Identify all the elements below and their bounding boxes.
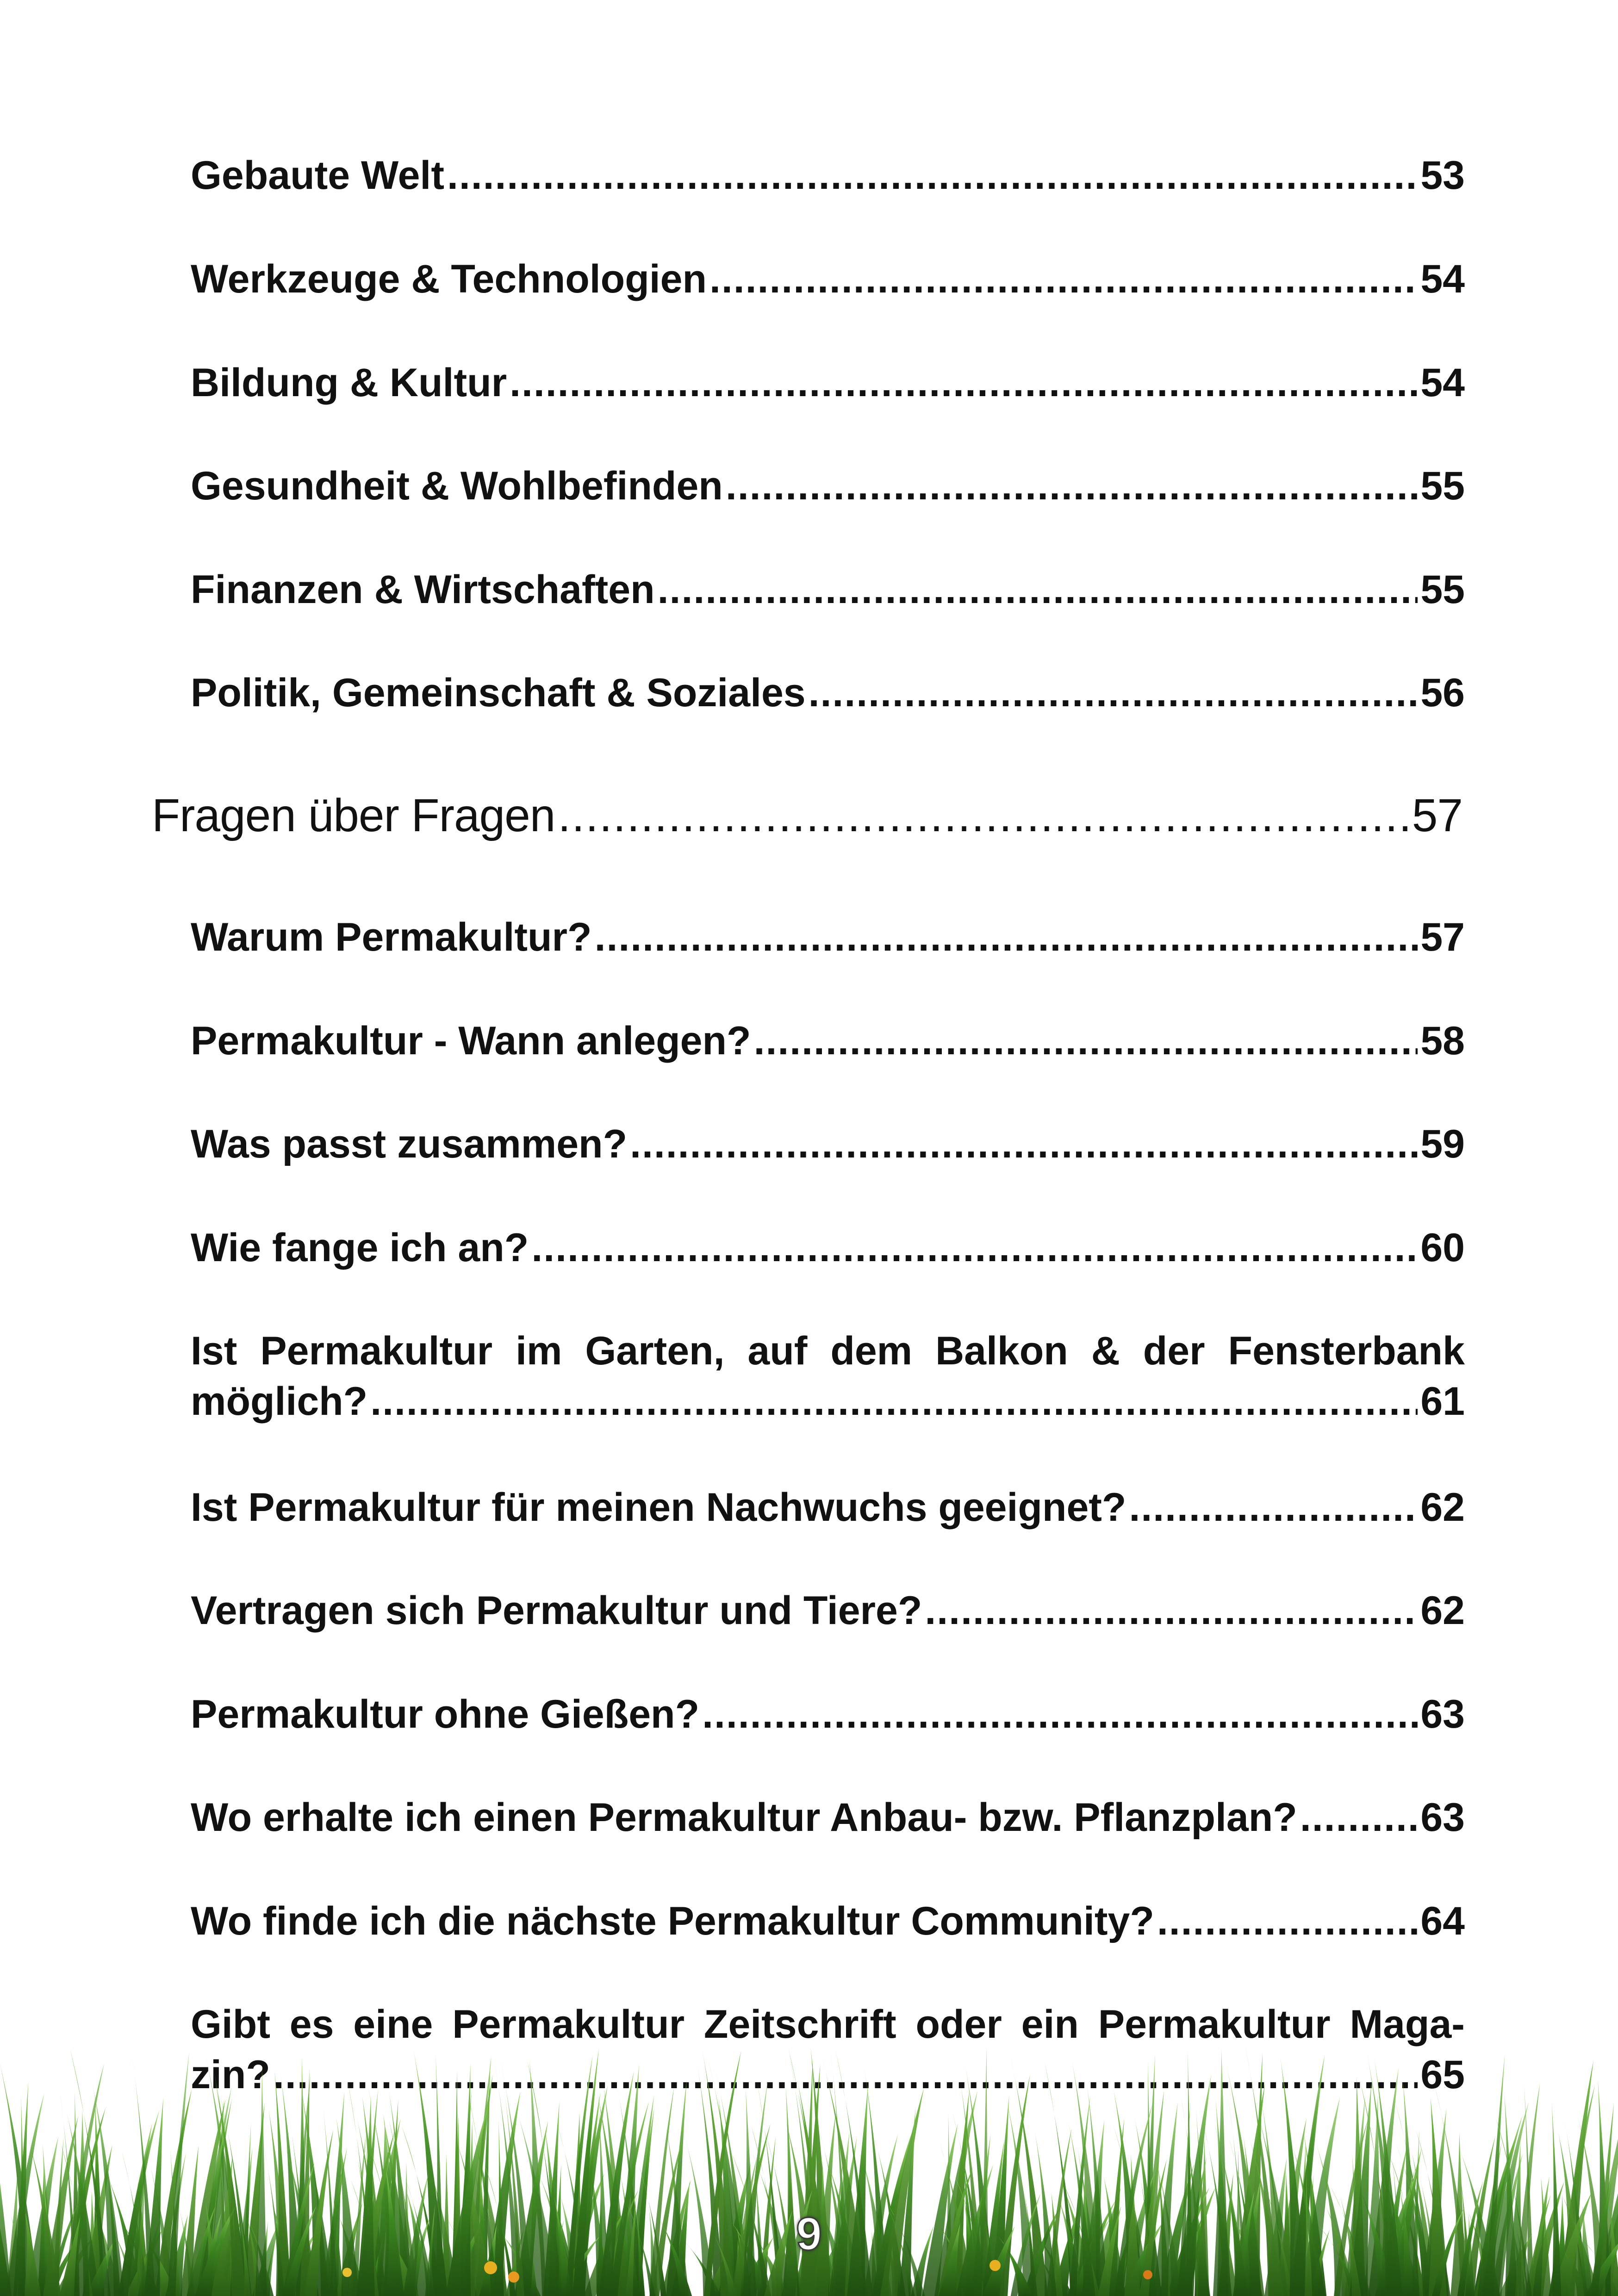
toc-leader-dots xyxy=(558,789,1409,842)
toc-entry-title: Finanzen & Wirtschaften xyxy=(191,567,655,612)
toc-leader-dots xyxy=(726,463,1418,509)
toc-entry[interactable] xyxy=(191,1121,1465,1167)
toc-entry-title: Gebaute Welt xyxy=(191,153,444,198)
toc-chapter-title: Fragen über Fragen xyxy=(152,790,555,841)
toc-entry-title: Politik, Gemeinschaft & Soziales xyxy=(191,671,806,715)
toc-entry-title: Vertragen sich Permakultur und Tiere? xyxy=(191,1588,922,1633)
toc-leader-dots xyxy=(702,1692,1418,1737)
toc-entry-page: 65 xyxy=(1420,2053,1465,2097)
toc-entry-page: 59 xyxy=(1420,1122,1465,1166)
toc-leader-dots xyxy=(595,915,1418,960)
title-word: Fensterbank xyxy=(1228,1329,1465,1373)
toc-entry-page: 58 xyxy=(1420,1019,1465,1063)
toc-entry-page: 57 xyxy=(1420,915,1465,959)
toc-leader-dots xyxy=(809,670,1418,716)
toc-entry-page: 53 xyxy=(1420,153,1465,198)
toc-entry[interactable] xyxy=(191,1898,1465,1944)
title-word: Garten, xyxy=(585,1329,725,1373)
toc-leader-dots xyxy=(709,256,1418,302)
toc-entry-page: 56 xyxy=(1420,671,1465,715)
toc-chapter-page: 57 xyxy=(1412,790,1462,841)
toc-entry[interactable] xyxy=(191,153,1465,199)
toc-entry-title: Werkzeuge & Technologien xyxy=(191,257,707,301)
toc-entry-title: Gesundheit & Wohlbefinden xyxy=(191,464,723,508)
toc-entry-page: 60 xyxy=(1420,1226,1465,1270)
title-word: Balkon xyxy=(935,1329,1068,1373)
title-word: ein xyxy=(1021,2002,1079,2047)
toc-entry-title: Wo erhalte ich einen Permakultur Anbau- bzw. Pflanzplan? xyxy=(191,1795,1297,1840)
toc-entry[interactable] xyxy=(191,915,1465,960)
toc-entry[interactable] xyxy=(191,567,1465,613)
toc-entry[interactable] xyxy=(191,1588,1465,1634)
toc-entry[interactable] xyxy=(191,1485,1465,1531)
toc-entry-title: Ist Permakultur für meinen Nachwuchs geeignet? xyxy=(191,1485,1126,1530)
toc-entry-page: 61 xyxy=(1420,1379,1465,1424)
toc-leader-dots xyxy=(658,567,1418,613)
toc-leader-dots xyxy=(630,1121,1418,1167)
grass-blade xyxy=(1552,2101,1562,2296)
title-word: oder xyxy=(915,2002,1002,2047)
toc-entry-title: zin? xyxy=(191,2053,270,2097)
toc-entry-title: möglich? xyxy=(191,1379,368,1424)
title-word: Zeitschrift xyxy=(703,2002,896,2047)
toc-entry[interactable] xyxy=(191,1018,1465,1064)
toc-entry-page: 62 xyxy=(1420,1485,1465,1530)
title-word: Permakultur xyxy=(452,2002,685,2047)
title-word: Permakultur xyxy=(1098,2002,1331,2047)
toc-entry-title: Wo finde ich die nächste Permakultur Community? xyxy=(191,1899,1154,1943)
toc-leader-dots xyxy=(447,153,1418,199)
title-word: Gibt xyxy=(191,2002,270,2047)
title-word: der xyxy=(1143,1329,1205,1373)
title-word: Permakultur xyxy=(260,1329,493,1373)
toc-leader-dots xyxy=(754,1018,1418,1064)
toc-entry-title: Warum Permakultur? xyxy=(191,915,592,959)
title-word: Maga- xyxy=(1350,2002,1465,2047)
title-word: im xyxy=(516,1329,562,1373)
toc-leader-dots xyxy=(1157,1898,1418,1944)
toc-entry[interactable] xyxy=(191,256,1465,302)
toc-entry[interactable] xyxy=(191,1225,1465,1271)
toc-entry-title: Permakultur - Wann anlegen? xyxy=(191,1019,751,1063)
title-word: & xyxy=(1091,1329,1120,1373)
toc-entry-page: 55 xyxy=(1420,567,1465,612)
toc-entry-multiline[interactable] xyxy=(191,1328,1465,1425)
toc-entry-title: Bildung & Kultur xyxy=(191,361,507,405)
toc-entry-page: 63 xyxy=(1420,1795,1465,1840)
toc-leader-dots xyxy=(531,1225,1418,1271)
toc-entry-page: 63 xyxy=(1420,1692,1465,1736)
toc-entry-title: Wie fange ich an? xyxy=(191,1226,529,1270)
toc-leader-dots xyxy=(370,1379,1418,1425)
title-word: es xyxy=(289,2002,334,2047)
toc-entry-title: Was passt zusammen? xyxy=(191,1122,628,1166)
toc-entry[interactable] xyxy=(191,1795,1465,1841)
toc-entry[interactable] xyxy=(191,1692,1465,1737)
toc-entry-page: 62 xyxy=(1420,1588,1465,1633)
title-word: dem xyxy=(830,1329,913,1373)
toc-leader-dots xyxy=(925,1588,1418,1634)
toc-entry[interactable] xyxy=(191,670,1465,716)
toc-entry-page: 64 xyxy=(1420,1899,1465,1943)
toc-entry[interactable] xyxy=(191,463,1465,509)
toc-entry[interactable] xyxy=(191,360,1465,406)
toc-entry-title-line1 xyxy=(191,1328,1465,1374)
toc-leader-dots xyxy=(1129,1485,1418,1531)
toc-entry-page: 54 xyxy=(1420,361,1465,405)
toc-leader-dots xyxy=(1300,1795,1418,1841)
toc-entry-page: 54 xyxy=(1420,257,1465,301)
toc-entry-page: 55 xyxy=(1420,464,1465,508)
title-word: eine xyxy=(353,2002,433,2047)
title-word: auf xyxy=(747,1329,808,1373)
toc-entry-title: Permakultur ohne Gießen? xyxy=(191,1692,700,1736)
page-number: 9 xyxy=(796,2208,822,2260)
toc-entry-title-line2 xyxy=(191,1379,1465,1425)
toc-chapter[interactable] xyxy=(152,789,1462,842)
title-word: Ist xyxy=(191,1329,237,1373)
toc-leader-dots xyxy=(510,360,1418,406)
